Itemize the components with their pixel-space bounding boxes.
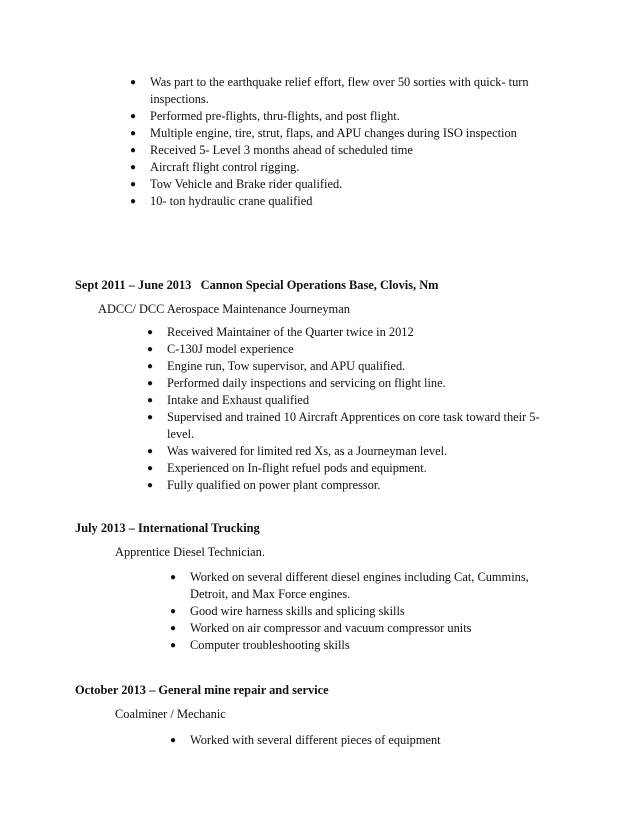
bullet-icon: ● bbox=[130, 145, 137, 156]
list-item: ● Worked with several different pieces of equipment bbox=[170, 733, 441, 747]
list-item: ● Worked on air compressor and vacuum compressor units bbox=[170, 621, 472, 635]
list-item: ● Performed pre-flights, thru-flights, and post flight. bbox=[130, 109, 400, 123]
section-role-mine-repair: Coalminer / Mechanic bbox=[115, 707, 226, 721]
list-item: ● Good wire harness skills and splicing skills bbox=[170, 604, 405, 618]
list-item: ● Received Maintainer of the Quarter twice in 2012 bbox=[147, 325, 414, 339]
bullet-icon: ● bbox=[147, 395, 154, 406]
section-bullet-list-cannon bbox=[147, 324, 547, 494]
list-item: ● C-130J model experience bbox=[147, 342, 294, 356]
bullet-icon: ● bbox=[170, 640, 177, 651]
list-item: ● Was part to the earthquake relief effort, flew over 50 sorties with quick- turn inspections. bbox=[130, 75, 529, 106]
list-item: ● Multiple engine, tire, strut, flaps, and APU changes during ISO inspection bbox=[130, 126, 517, 140]
bullet-icon: ● bbox=[130, 162, 137, 173]
list-item: ● Fully qualified on power plant compressor. bbox=[147, 478, 381, 492]
list-item: ● Was waivered for limited red Xs, as a Journeyman level. bbox=[147, 444, 448, 458]
bullet-icon: ● bbox=[170, 572, 177, 583]
section-heading-cannon: Sept 2011 – June 2013 Cannon Special Operations Base, Clovis, Nm bbox=[75, 278, 439, 292]
bullet-icon: ● bbox=[130, 111, 137, 122]
bullet-icon: ● bbox=[147, 463, 154, 474]
bullet-icon: ● bbox=[147, 361, 154, 372]
list-item: ● Experienced on In-flight refuel pods and equipment. bbox=[147, 461, 427, 475]
section-role-international-trucking: Apprentice Diesel Technician. bbox=[115, 545, 265, 559]
bullet-icon: ● bbox=[130, 196, 137, 207]
list-item: ● Performed daily inspections and servicing on flight line. bbox=[147, 376, 446, 390]
list-item: ● 10- ton hydraulic crane qualified bbox=[130, 194, 313, 208]
section-role-cannon: ADCC/ DCC Aerospace Maintenance Journeyman bbox=[98, 302, 350, 316]
section-bullet-list-mine-repair bbox=[170, 732, 530, 749]
section-heading-mine-repair: October 2013 – General mine repair and service bbox=[75, 683, 329, 697]
bullet-icon: ● bbox=[147, 344, 154, 355]
bullet-icon: ● bbox=[130, 77, 137, 88]
top-bullet-list bbox=[130, 74, 540, 210]
bullet-icon: ● bbox=[147, 446, 154, 457]
section-heading-international-trucking: July 2013 – International Trucking bbox=[75, 521, 260, 535]
bullet-icon: ● bbox=[130, 179, 137, 190]
list-item: ● Worked on several different diesel engines including Cat, Cummins, Detroit, and Max Force engines. bbox=[170, 570, 529, 601]
list-item: ● Engine run, Tow supervisor, and APU qualified. bbox=[147, 359, 406, 373]
bullet-icon: ● bbox=[170, 623, 177, 634]
list-item: ● Supervised and trained 10 Aircraft Apprentices on core task toward their 5-level. bbox=[147, 410, 540, 441]
list-item: ● Tow Vehicle and Brake rider qualified. bbox=[130, 177, 343, 191]
section-bullet-list-international-trucking bbox=[170, 569, 530, 654]
bullet-icon: ● bbox=[147, 378, 154, 389]
bullet-icon: ● bbox=[147, 327, 154, 338]
list-item: ● Intake and Exhaust qualified bbox=[147, 393, 310, 407]
bullet-icon: ● bbox=[170, 606, 177, 617]
list-item: ● Aircraft flight control rigging. bbox=[130, 160, 300, 174]
bullet-icon: ● bbox=[170, 735, 177, 746]
bullet-icon: ● bbox=[147, 412, 154, 423]
bullet-icon: ● bbox=[130, 128, 137, 139]
list-item: ● Computer troubleshooting skills bbox=[170, 638, 350, 652]
bullet-icon: ● bbox=[147, 480, 154, 491]
list-item: ● Received 5- Level 3 months ahead of scheduled time bbox=[130, 143, 413, 157]
